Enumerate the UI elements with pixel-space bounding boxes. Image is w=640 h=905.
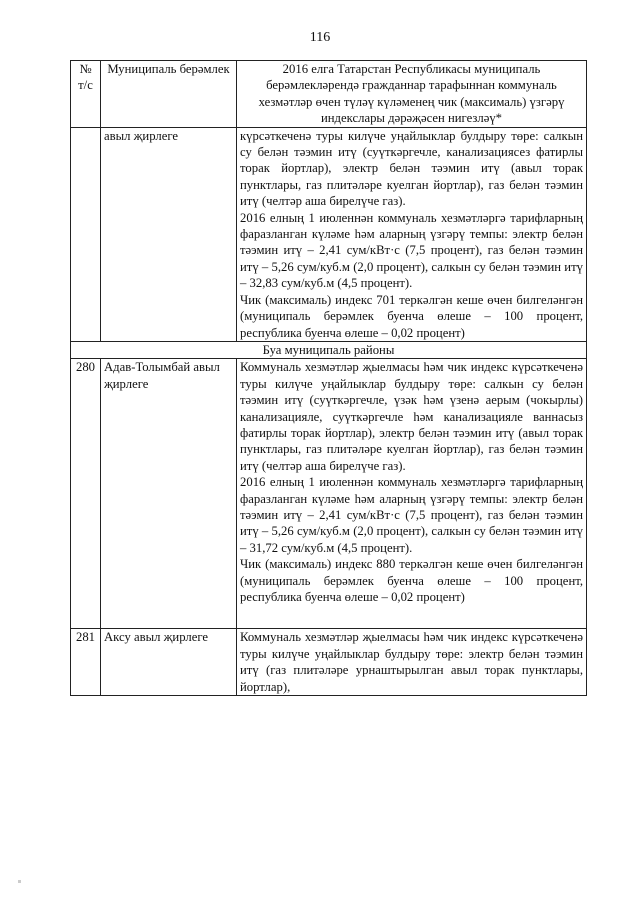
- district-row: [71, 341, 587, 358]
- blank-space: [240, 605, 583, 628]
- header-number: № т/с: [71, 61, 101, 128]
- scan-speck: [18, 880, 21, 883]
- table-row: [71, 359, 587, 629]
- row-number: 280: [71, 359, 101, 629]
- row-description: [237, 127, 587, 341]
- row-municipality: Адав-Толымбай авыл җирлеге: [101, 359, 237, 629]
- row-paragraph: Чик (максималь) индекс 880 теркәлгән кеше өчен билгеләнгән (муниципаль берәмлек буенча өлеше – 100 процент, республика буенча өлеше – 0,02 процент): [240, 557, 583, 604]
- row-description: [237, 359, 587, 629]
- page-number: 116: [309, 30, 331, 45]
- table-header-row: [71, 61, 587, 128]
- row-paragraph: Коммуналь хезмәтләр җыелмасы һәм чик индекс күрсәткеченә туры килүче уңайлыклар булдыру төре: салкын су белән тәэмин итү (суүткәргечле, үзәк һәм үзенә аерым (чокырлы) канализацияле, суүткәргечле һәм канализацияле ваннасыз фатирлы торак йортлар), электр белән тәэмин итү (авыл торак пунктлары, газ плитәләре куелган йортлар), газ белән тәэмин итү (челтәр аша бирелүче газ).: [240, 360, 583, 473]
- header-municipality: Муниципаль берәмлек: [101, 61, 237, 128]
- table-row: [71, 629, 587, 696]
- row-number: [71, 127, 101, 341]
- district-title: Буа муниципаль районы: [71, 341, 587, 358]
- row-paragraph: күрсәткеченә туры килүче уңайлыклар булдыру төре: салкын су белән тәэмин итү (суүткәргечле, канализациясез фатирлы торак йортлар), электр белән тәэмин итү (авыл торак пунктлары, газ плитәләре куелган йортлар), газ белән тәэмин итү (челтәр аша бирелүче газ).: [240, 128, 583, 209]
- row-municipality: авыл җирлеге: [101, 127, 237, 341]
- header-description: 2016 елга Татарстан Республикасы муниципаль берәмлекләрендә гражданнар тарафыннан коммуналь хезмәтләр өчен түләү күләменең чик (максималь) үзгәрү индекслары дәрәҗәсен нигезләү*: [237, 61, 587, 128]
- row-paragraph: 2016 елның 1 июленнән коммуналь хезмәтләргә тарифларның фаразланган күләме һәм аларның үзгәрү темпы: электр белән тәэмин итү – 2,41 сум/кВт·с (7,5 процент), газ белән тәэмин итү – 5,26 сум/куб.м (2,0 процент), салкын су белән тәэмин итү – 32,83 сум/куб.м (4,5 процент).: [240, 210, 583, 291]
- row-description: [237, 629, 587, 696]
- row-number: 281: [71, 629, 101, 696]
- table-row: [71, 127, 587, 341]
- row-paragraph: 2016 елның 1 июленнән коммуналь хезмәтләргә тарифларның фаразланган күләме һәм аларның үзгәрү темпы: электр белән тәэмин итү – 2,41 сум/кВт·с (7,5 процент), газ белән тәэмин итү – 5,26 сум/куб.м (2,0 процент), салкын су белән тәэмин итү – 31,72 сум/куб.м (4,5 процент).: [240, 475, 583, 555]
- row-municipality: Аксу авыл җирлеге: [101, 629, 237, 696]
- row-paragraph: Коммуналь хезмәтләр җыелмасы һәм чик индекс күрсәткеченә туры килүче уңайлыклар булдыру төре: электр белән тәэмин итү (газ плитәләре урнаштырылган авыл торак пунктлары, йортлар),: [240, 630, 583, 694]
- document-table: [70, 60, 587, 696]
- row-paragraph: Чик (максималь) индекс 701 теркәлгән кеше өчен билгеләнгән (муниципаль берәмлек буенча өлеше – 100 процент, республика буенча өлеше – 0,02 процент): [240, 292, 583, 340]
